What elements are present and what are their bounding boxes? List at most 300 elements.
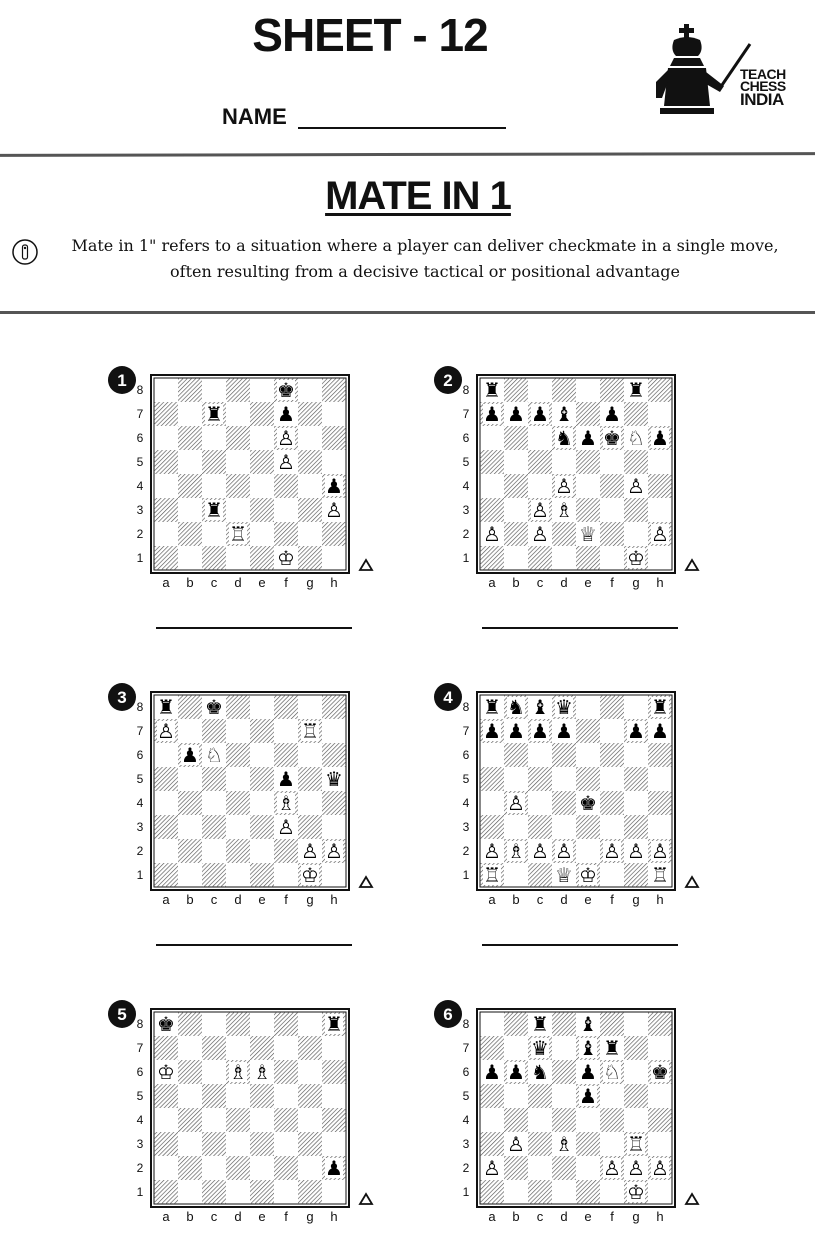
black-pawn-a7: ♟ [483, 402, 501, 426]
black-pawn-g7: ♟ [627, 719, 645, 743]
side-to-move-icon [360, 560, 372, 570]
white-pawn-h3: ♙ [325, 498, 343, 522]
dark-square [600, 474, 624, 498]
section-description [55, 233, 795, 285]
dark-square [624, 863, 648, 887]
white-pawn-c3: ♙ [531, 498, 549, 522]
white-pawn-f6: ♙ [277, 426, 295, 450]
black-king-c8: ♚ [205, 695, 223, 719]
dark-square [250, 1180, 274, 1204]
black-pawn-b7: ♟ [507, 402, 525, 426]
side-to-move-icon [686, 560, 698, 570]
dark-square [480, 1036, 504, 1060]
chessboard-2 [432, 366, 702, 606]
rank-label: 2 [462, 1161, 470, 1175]
dark-square [552, 791, 576, 815]
dark-square [274, 695, 298, 719]
file-label: d [234, 1209, 242, 1224]
dark-square [576, 767, 600, 791]
rank-label: 4 [136, 479, 144, 493]
dark-square [552, 1012, 576, 1036]
logo-word: TEACH [740, 66, 786, 82]
dark-square [322, 522, 346, 546]
dark-square [202, 767, 226, 791]
rank-label: 2 [136, 1161, 144, 1175]
rank-label: 3 [136, 503, 144, 517]
dark-square [552, 1108, 576, 1132]
dark-square [322, 426, 346, 450]
dark-square [226, 1108, 250, 1132]
black-king-h6: ♚ [651, 1060, 669, 1084]
dark-square [480, 498, 504, 522]
dark-square [274, 522, 298, 546]
header-divider [0, 152, 815, 157]
dark-square [154, 498, 178, 522]
chessboard-3 [106, 683, 376, 923]
side-to-move-icon [360, 877, 372, 887]
white-pawn-f2: ♙ [603, 839, 621, 863]
rank-label: 7 [136, 724, 144, 738]
dark-square [552, 743, 576, 767]
file-label: g [306, 1209, 314, 1224]
file-label: d [560, 892, 568, 907]
rank-label: 3 [136, 1137, 144, 1151]
sheet-title: SHEET - 12 [252, 9, 488, 61]
file-label: b [512, 1209, 520, 1224]
answer-line-2[interactable] [482, 627, 678, 629]
file-label: c [536, 575, 544, 590]
puzzle-number: 3 [117, 688, 127, 707]
black-pawn-h6: ♟ [651, 426, 669, 450]
rank-label: 6 [136, 1065, 144, 1079]
dark-square [624, 402, 648, 426]
black-queen-d8: ♛ [555, 695, 573, 719]
dark-square [202, 1036, 226, 1060]
black-pawn-c7: ♟ [531, 402, 549, 426]
file-label: h [656, 892, 664, 907]
black-knight-c6: ♞ [531, 1060, 549, 1084]
black-bishop-e8: ♝ [579, 1012, 597, 1036]
rank-label: 7 [462, 407, 470, 421]
file-label: c [210, 575, 218, 590]
puzzle-number-badge [434, 366, 462, 394]
section-title: MATE IN 1 [325, 174, 511, 218]
file-label: f [610, 892, 614, 907]
rank-label: 6 [462, 431, 470, 445]
black-king-f8: ♚ [277, 378, 295, 402]
black-pawn-b7: ♟ [507, 719, 525, 743]
black-queen-h5: ♛ [325, 767, 343, 791]
white-rook-g7: ♖ [301, 719, 319, 743]
black-rook-h8: ♜ [325, 1012, 343, 1036]
dark-square [600, 1108, 624, 1132]
dark-square [298, 450, 322, 474]
dark-square [250, 767, 274, 791]
answer-line-4[interactable] [482, 944, 678, 946]
dark-square [322, 1060, 346, 1084]
black-pawn-f7: ♟ [603, 402, 621, 426]
white-rook-a1: ♖ [483, 863, 501, 887]
black-rook-g8: ♜ [627, 378, 645, 402]
file-label: b [186, 575, 194, 590]
dark-square [226, 839, 250, 863]
dark-square [178, 1156, 202, 1180]
dark-square [576, 546, 600, 570]
dark-square [648, 378, 672, 402]
dark-square [274, 1060, 298, 1084]
file-label: b [186, 892, 194, 907]
dark-square [322, 791, 346, 815]
answer-line-1[interactable] [156, 627, 352, 629]
black-rook-f7: ♜ [603, 1036, 621, 1060]
dark-square [504, 743, 528, 767]
file-label: d [560, 575, 568, 590]
puzzle-number-badge [434, 1000, 462, 1028]
file-label: g [632, 892, 640, 907]
white-pawn-b3: ♙ [507, 1132, 525, 1156]
logo-word: INDIA [740, 90, 784, 109]
file-label: a [488, 575, 496, 590]
dark-square [226, 1012, 250, 1036]
file-label: g [632, 575, 640, 590]
chessboard-1 [106, 366, 376, 606]
file-label: e [258, 892, 266, 907]
dark-square [274, 474, 298, 498]
black-pawn-b6: ♟ [507, 1060, 525, 1084]
dark-square [202, 1084, 226, 1108]
dark-square [322, 1108, 346, 1132]
rank-label: 3 [462, 503, 470, 517]
rank-label: 6 [462, 748, 470, 762]
white-queen-d1: ♕ [555, 863, 573, 887]
dark-square [298, 546, 322, 570]
black-pawn-h7: ♟ [651, 719, 669, 743]
dark-square [154, 1132, 178, 1156]
dark-square [298, 1180, 322, 1204]
dark-square [202, 450, 226, 474]
file-label: f [284, 892, 288, 907]
info-icon [11, 238, 39, 266]
dark-square [504, 426, 528, 450]
dark-square [648, 1108, 672, 1132]
white-king-a6: ♔ [157, 1060, 175, 1084]
black-knight-d6: ♞ [555, 426, 573, 450]
white-rook-h1: ♖ [651, 863, 669, 887]
dark-square [298, 498, 322, 522]
black-rook-c3: ♜ [205, 498, 223, 522]
dark-square [250, 498, 274, 522]
puzzle-3 [106, 683, 346, 923]
rank-label: 1 [136, 868, 144, 882]
dark-square [624, 1084, 648, 1108]
file-label: f [284, 1209, 288, 1224]
black-pawn-f7: ♟ [277, 402, 295, 426]
dark-square [600, 1012, 624, 1036]
dark-square [504, 1108, 528, 1132]
dark-square [274, 1108, 298, 1132]
white-rook-g3: ♖ [627, 1132, 645, 1156]
dark-square [178, 378, 202, 402]
dark-square [600, 743, 624, 767]
file-label: h [330, 1209, 338, 1224]
white-pawn-h2: ♙ [651, 522, 669, 546]
file-label: b [186, 1209, 194, 1224]
dark-square [202, 719, 226, 743]
white-bishop-f4: ♗ [277, 791, 295, 815]
rank-label: 4 [136, 796, 144, 810]
puzzle-5 [106, 1000, 346, 1240]
dark-square [528, 767, 552, 791]
file-label: d [234, 892, 242, 907]
dark-square [250, 1036, 274, 1060]
dark-square [648, 791, 672, 815]
black-rook-a8: ♜ [483, 695, 501, 719]
white-pawn-g2: ♙ [301, 839, 319, 863]
rank-label: 8 [136, 383, 144, 397]
dark-square [528, 863, 552, 887]
dark-square [576, 1132, 600, 1156]
file-label: a [488, 892, 496, 907]
file-label: a [162, 1209, 170, 1224]
description-line: often resulting from a decisive tactical or positional advantage [170, 262, 680, 281]
dark-square [154, 815, 178, 839]
rank-label: 8 [136, 700, 144, 714]
dark-square [298, 402, 322, 426]
dark-square [552, 522, 576, 546]
file-label: g [306, 575, 314, 590]
white-knight-c6: ♘ [205, 743, 223, 767]
puzzle-4 [432, 683, 672, 923]
dark-square [226, 743, 250, 767]
file-label: c [536, 1209, 544, 1224]
dark-square [624, 450, 648, 474]
dark-square [274, 743, 298, 767]
black-queen-c7: ♛ [531, 1036, 549, 1060]
black-pawn-e5: ♟ [579, 1084, 597, 1108]
dark-square [250, 1132, 274, 1156]
name-input-line[interactable] [298, 127, 506, 129]
puzzle-6 [432, 1000, 672, 1240]
white-pawn-a2: ♙ [483, 522, 501, 546]
white-bishop-d3: ♗ [555, 498, 573, 522]
dark-square [178, 522, 202, 546]
black-pawn-e6: ♟ [579, 1060, 597, 1084]
black-bishop-d7: ♝ [555, 402, 573, 426]
rank-label: 7 [462, 1041, 470, 1055]
dark-square [178, 839, 202, 863]
dark-square [600, 791, 624, 815]
rank-label: 7 [136, 1041, 144, 1055]
rank-label: 1 [462, 551, 470, 565]
dark-square [528, 1132, 552, 1156]
rank-label: 8 [136, 1017, 144, 1031]
dark-square [298, 815, 322, 839]
dark-square [154, 546, 178, 570]
black-pawn-e6: ♟ [579, 426, 597, 450]
dark-square [624, 767, 648, 791]
black-rook-h8: ♜ [651, 695, 669, 719]
rank-label: 2 [462, 527, 470, 541]
dark-square [528, 546, 552, 570]
white-queen-e2: ♕ [579, 522, 597, 546]
dark-square [576, 402, 600, 426]
white-rook-d2: ♖ [229, 522, 247, 546]
file-label: f [284, 575, 288, 590]
dark-square [274, 1012, 298, 1036]
file-label: h [656, 575, 664, 590]
dark-square [528, 1084, 552, 1108]
white-pawn-g4: ♙ [627, 474, 645, 498]
dark-square [600, 522, 624, 546]
puzzle-number-badge [108, 683, 136, 711]
dark-square [202, 1180, 226, 1204]
dark-square [480, 1132, 504, 1156]
dark-square [250, 402, 274, 426]
file-label: e [258, 1209, 266, 1224]
dark-square [154, 1180, 178, 1204]
dark-square [274, 839, 298, 863]
file-label: d [560, 1209, 568, 1224]
dark-square [154, 767, 178, 791]
dark-square [250, 546, 274, 570]
black-pawn-d7: ♟ [555, 719, 573, 743]
rank-label: 5 [462, 772, 470, 786]
rank-label: 1 [462, 868, 470, 882]
black-rook-c7: ♜ [205, 402, 223, 426]
puzzle-number-badge [108, 366, 136, 394]
white-bishop-e6: ♗ [253, 1060, 271, 1084]
white-bishop-d6: ♗ [229, 1060, 247, 1084]
white-king-e1: ♔ [579, 863, 597, 887]
dark-square [202, 1132, 226, 1156]
rank-label: 7 [136, 407, 144, 421]
rank-label: 4 [136, 1113, 144, 1127]
dark-square [250, 815, 274, 839]
dark-square [202, 546, 226, 570]
dark-square [600, 378, 624, 402]
puzzle-1 [106, 366, 346, 606]
dark-square [552, 378, 576, 402]
file-label: e [584, 1209, 592, 1224]
file-label: h [330, 575, 338, 590]
rank-label: 3 [462, 1137, 470, 1151]
dark-square [504, 1156, 528, 1180]
dark-square [298, 1132, 322, 1156]
file-label: g [306, 892, 314, 907]
black-pawn-a7: ♟ [483, 719, 501, 743]
black-rook-a8: ♜ [157, 695, 175, 719]
white-king-g1: ♔ [627, 1180, 645, 1204]
dark-square [250, 450, 274, 474]
dark-square [178, 474, 202, 498]
rank-label: 5 [136, 1089, 144, 1103]
file-label: f [610, 1209, 614, 1224]
rank-label: 1 [462, 1185, 470, 1199]
side-to-move-icon [360, 1194, 372, 1204]
dark-square [480, 767, 504, 791]
dark-square [202, 863, 226, 887]
white-pawn-c2: ♙ [531, 839, 549, 863]
rank-label: 8 [462, 700, 470, 714]
black-king-e4: ♚ [579, 791, 597, 815]
white-pawn-f3: ♙ [277, 815, 295, 839]
dark-square [648, 743, 672, 767]
black-king-a8: ♚ [157, 1012, 175, 1036]
dark-square [322, 743, 346, 767]
file-label: g [632, 1209, 640, 1224]
black-pawn-a6: ♟ [483, 1060, 501, 1084]
white-pawn-f5: ♙ [277, 450, 295, 474]
puzzle-number: 2 [443, 371, 453, 390]
dark-square [202, 815, 226, 839]
dark-square [226, 695, 250, 719]
dark-square [528, 450, 552, 474]
black-bishop-c8: ♝ [531, 695, 549, 719]
dark-square [226, 426, 250, 450]
side-to-move-icon [686, 1194, 698, 1204]
white-pawn-g2: ♙ [627, 1156, 645, 1180]
dark-square [154, 450, 178, 474]
file-label: e [258, 575, 266, 590]
dark-square [154, 863, 178, 887]
black-knight-b8: ♞ [507, 695, 525, 719]
file-label: b [512, 892, 520, 907]
dark-square [648, 1012, 672, 1036]
dark-square [480, 1180, 504, 1204]
puzzle-number: 6 [443, 1005, 453, 1024]
black-pawn-b6: ♟ [181, 743, 199, 767]
dark-square [528, 1180, 552, 1204]
file-label: a [162, 892, 170, 907]
rank-label: 5 [462, 455, 470, 469]
black-pawn-h4: ♟ [325, 474, 343, 498]
black-rook-c8: ♜ [531, 1012, 549, 1036]
file-label: c [210, 892, 218, 907]
rank-label: 3 [462, 820, 470, 834]
dark-square [576, 498, 600, 522]
white-pawn-a7: ♙ [157, 719, 175, 743]
rank-label: 6 [462, 1065, 470, 1079]
white-pawn-h2: ♙ [325, 839, 343, 863]
dark-square [480, 1084, 504, 1108]
black-pawn-c7: ♟ [531, 719, 549, 743]
dark-square [576, 719, 600, 743]
black-pawn-f5: ♟ [277, 767, 295, 791]
dark-square [624, 1036, 648, 1060]
dark-square [322, 695, 346, 719]
black-rook-a8: ♜ [483, 378, 501, 402]
chessboard-4 [432, 683, 702, 923]
dark-square [154, 402, 178, 426]
side-to-move-icon [686, 877, 698, 887]
dark-square [552, 1060, 576, 1084]
white-pawn-d2: ♙ [555, 839, 573, 863]
white-pawn-b4: ♙ [507, 791, 525, 815]
answer-line-3[interactable] [156, 944, 352, 946]
white-pawn-h2: ♙ [651, 1156, 669, 1180]
dark-square [504, 1012, 528, 1036]
black-bishop-e7: ♝ [579, 1036, 597, 1060]
dark-square [298, 767, 322, 791]
dark-square [226, 1156, 250, 1180]
file-label: d [234, 575, 242, 590]
logo-word: CHESS [740, 78, 786, 94]
white-bishop-b2: ♗ [507, 839, 525, 863]
file-label: a [162, 575, 170, 590]
dark-square [274, 1156, 298, 1180]
rank-label: 8 [462, 1017, 470, 1031]
file-label: c [536, 892, 544, 907]
